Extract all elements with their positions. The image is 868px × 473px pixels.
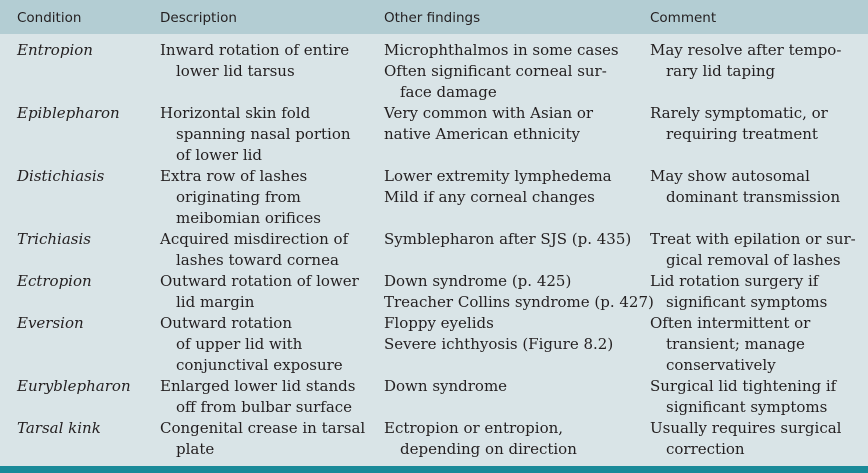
cell-line: Outward rotation of lower [160,272,359,290]
cell-condition [17,271,92,292]
cell-line: May show autosomal [650,167,810,185]
cell-other-findings [384,376,507,397]
cell-line: gical removal of lashes [666,251,841,269]
cell-other-findings [384,313,613,355]
cell-comment [650,313,810,376]
cell-description [160,418,365,460]
cell-description [160,271,359,313]
cell-condition [17,103,120,124]
cell-line: Treacher Collins syndrome (p. 427) [384,293,654,311]
cell-line: depending on direction [400,440,577,458]
cell-line: significant symptoms [666,293,828,311]
cell-comment [650,271,827,313]
cell-other-findings [384,271,654,313]
cell-line: Often significant corneal sur- [384,62,607,80]
cell-condition [17,418,101,439]
cell-line: significant symptoms [666,398,828,416]
cell-line: meibomian orifices [176,209,321,227]
cell-line: Severe ichthyosis (Figure 8.2) [384,335,614,353]
condition-name: Ectropion [17,272,92,290]
header-other-findings: Other findings [384,10,481,26]
cell-line: rary lid taping [666,62,776,80]
cell-line: Acquired misdirection of [160,230,349,248]
cell-line: Mild if any corneal changes [384,188,595,206]
cell-condition [17,313,84,334]
cell-description [160,229,348,271]
cell-line: spanning nasal portion [176,125,351,143]
condition-name: Entropion [17,41,93,59]
cell-condition [17,376,131,397]
cell-other-findings [384,40,619,103]
cell-line: lid margin [176,293,255,311]
cell-comment [650,418,841,460]
cell-line: dominant transmission [666,188,841,206]
cell-line: Down syndrome (p. 425) [384,272,572,290]
bottom-accent-bar [0,466,868,473]
header-condition: Condition [17,10,82,26]
table-header [0,0,868,34]
cell-line: of upper lid with [176,335,303,353]
condition-name: Distichiasis [17,167,105,185]
cell-line: May resolve after tempo- [650,41,842,59]
cell-line: lashes toward cornea [176,251,339,269]
condition-name: Eversion [17,314,84,332]
cell-line: plate [176,440,215,458]
cell-line: Outward rotation [160,314,292,332]
cell-description [160,313,343,376]
cell-line: conjunctival exposure [176,356,343,374]
cell-line: of lower lid [176,146,263,164]
cell-line: originating from [176,188,301,206]
cell-description [160,40,349,82]
cell-line: Down syndrome [384,377,508,395]
cell-condition [17,229,91,250]
cell-comment [650,376,836,418]
cell-line: Very common with Asian or [384,104,594,122]
cell-line: Extra row of lashes [160,167,308,185]
cell-line: Congenital crease in tarsal [160,419,366,437]
cell-description [160,166,321,229]
cell-other-findings [384,418,577,460]
cell-line: transient; manage [666,335,805,353]
cell-line: Treat with epilation or sur- [650,230,856,248]
cell-line: face damage [400,83,497,101]
cell-condition [17,166,104,187]
cell-line: conservatively [666,356,776,374]
header-description: Description [160,10,237,26]
cell-line: Symblepharon after SJS (p. 435) [384,230,632,248]
cell-line: native American ethnicity [384,125,580,143]
cell-comment [650,166,840,208]
cell-line: Rarely symptomatic, or [650,104,828,122]
cell-condition [17,40,93,61]
condition-name: Tarsal kink [17,419,101,437]
cell-comment [650,103,828,145]
cell-line: Horizontal skin fold [160,104,311,122]
cell-line: requiring treatment [666,125,818,143]
cell-description [160,103,351,166]
cell-line: Inward rotation of entire [160,41,350,59]
cell-comment [650,229,856,271]
cell-line: Microphthalmos in some cases [384,41,619,59]
cell-line: Enlarged lower lid stands [160,377,356,395]
cell-line: Ectropion or entropion, [384,419,564,437]
cell-line: Floppy eyelids [384,314,494,332]
cell-comment [650,40,841,82]
cell-line: Often intermittent or [650,314,811,332]
cell-line: correction [666,440,745,458]
cell-line: Lid rotation surgery if [650,272,819,290]
condition-name: Trichiasis [17,230,91,248]
cell-other-findings [384,229,631,250]
cell-line: Lower extremity lymphedema [384,167,612,185]
cell-line: off from bulbar surface [176,398,353,416]
cell-line: Usually requires surgical [650,419,842,437]
header-comment: Comment [650,10,717,26]
cell-other-findings [384,166,612,208]
cell-description [160,376,355,418]
cell-line: Surgical lid tightening if [650,377,837,395]
condition-name: Epiblepharon [17,104,120,122]
condition-name: Euryblepharon [17,377,131,395]
cell-other-findings [384,103,593,145]
cell-line: lower lid tarsus [176,62,295,80]
